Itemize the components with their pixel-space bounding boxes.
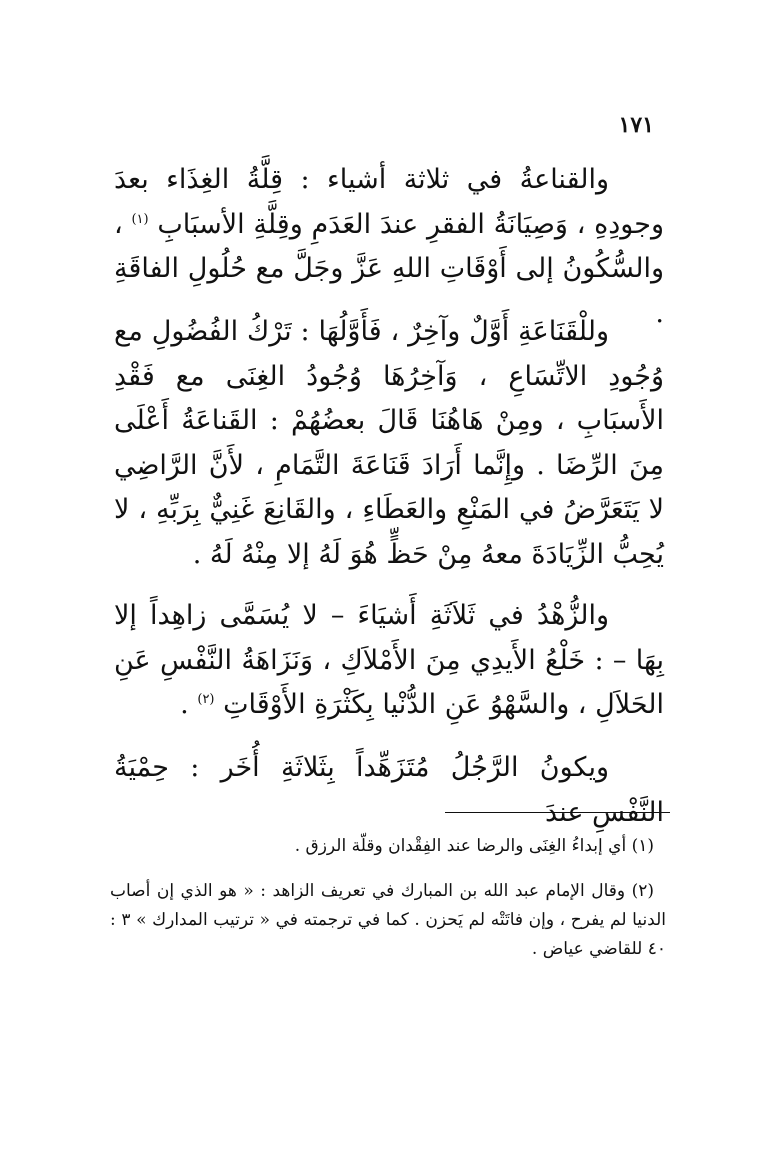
footnote-text: أي إبداءُ الغِنَى والرضا عند الفِقْدان وقلّة الرزق . [294, 836, 627, 856]
footnote-number: (١) [631, 836, 654, 856]
footnote-text: وقال الإمام عبد الله بن المبارك في تعريف الزاهد : « هو الذي إن أصاب الدنيا لم يفرح ، وإن فاتَتْه لم يَحزن . كما في ترجمته في « ترتيب المدارك » ٣ : ٤٠ للقاضي عياض . [110, 881, 666, 959]
footnote-separator [445, 812, 670, 813]
paragraph-ascetic-man [114, 746, 664, 835]
footnote-1 [110, 832, 666, 861]
paragraph-text: والزُّهْدُ في ثَلاَثَةِ أَشيَاءَ – لا يُسَمَّى زاهِداً إلا بِهَا – : خَلْعُ الأَيدِي مِنَ الأَمْلاَكِ ، وَنَزَاهَةُ النَّفْسِ عَنِ الحَلاَلِ ، والسَّهْوُ عَنِ الدُّنْيا بِكَثْرَةِ الأَوْقَاتِ [114, 600, 664, 720]
paragraph-text: والقناعةُ في ثلاثة أشياء : قِلَّةُ الغِذَاء بعدَ وجودِهِ ، وَصِيَانَةُ الفقرِ عندَ العَدَمِ وقِلَّةِ الأسبَابِ [114, 164, 664, 240]
paragraph-text: ويكونُ الرَّجُلُ مُتَزَهِّداً بِثَلاثَةِ أُخَر : حِمْيَةُ النَّفْسِ عندَ [114, 752, 664, 828]
footnote-ref-1[interactable]: (١) [131, 211, 149, 227]
paragraph-text-tail: . [180, 689, 189, 720]
footnote-ref-2[interactable]: (٢) [197, 692, 215, 707]
paragraph-asceticism [114, 594, 664, 728]
footnote-number: (٢) [631, 881, 655, 901]
paragraph-contentment-stages [114, 310, 664, 577]
paragraph-text-tail: ، والسُّكُونُ إلى أَوْقَاتِ اللهِ عَزَّ وجَلَّ مع حُلُولِ الفاقَةِ . [114, 208, 664, 329]
paragraph-text: وللْقَنَاعَةِ أَوَّلٌ وآخِرٌ ، فَأَوَّلُهَا : تَرْكُ الفُضُولِ مع وُجُودِ الاتِّسَاعِ ، وَآخِرُهَا وُجُودُ الغِنَى مع فَقْدِ الأَسبَابِ ، ومِنْ هَاهُنَا قَالَ بعضُهُمْ : القَناعَةُ أَعْلَى مِنَ الرِّضَا . وإِنَّما أَرَادَ قَنَاعَةَ التَّمَامِ ، لأَنَّ الرَّاضِي لا يَتَعَرَّضُ في المَنْعِ والعَطَاءِ ، والقَانِعَ غَنِيٌّ بِرَبِّهِ ، لا يُحِبُّ الزِّيَادَةَ معهُ مِنْ حَظٍّ هُوَ لَهُ إلا مِنْهُ لَهُ . [114, 316, 664, 570]
page-number: ١٧١ [618, 112, 654, 138]
footnote-2 [110, 877, 666, 964]
